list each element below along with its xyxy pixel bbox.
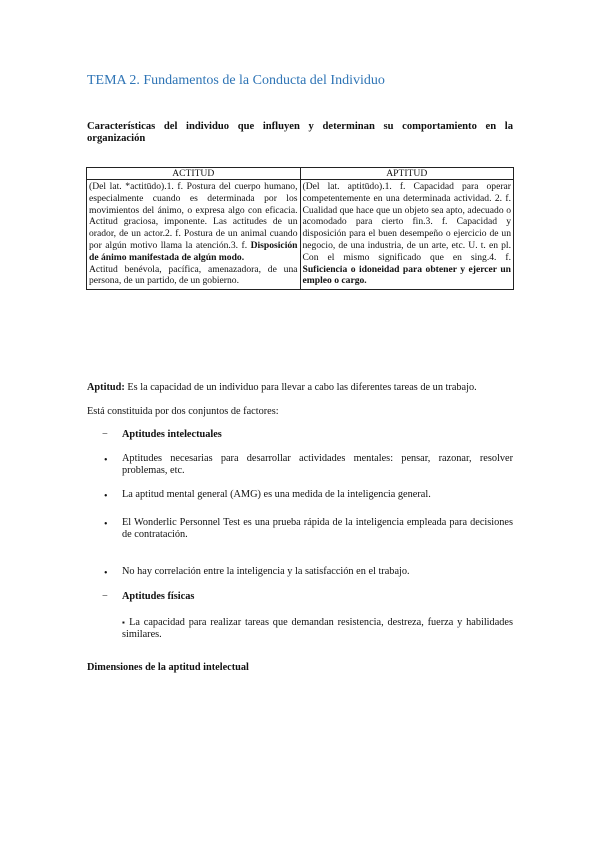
aptitudes-fisicas-text: La capacidad para realizar tareas que demandan resistencia, destreza, fuerza y habilidades similares. bbox=[122, 617, 513, 640]
constituida-paragraph: Está constituida por dos conjuntos de factores: bbox=[87, 406, 279, 417]
list-item: No hay correlación entre la inteligencia y la satisfacción en el trabajo. bbox=[122, 566, 410, 577]
list-item: El Wonderlic Personnel Test es una prueba rápida de la inteligencia empleada para decisiones de contratación. bbox=[122, 517, 513, 540]
bullet-icon: • bbox=[104, 519, 108, 530]
section-subtitle: Características del individuo que influyen y determinan su comportamiento en la organización bbox=[87, 121, 513, 144]
aptitud-bold-definition: Suficiencia o idoneidad para obtener y ejercer un empleo o cargo. bbox=[302, 263, 511, 287]
aptitud-label: Aptitud: bbox=[87, 382, 125, 393]
bullet-icon: • bbox=[104, 455, 108, 466]
dimensiones-heading: Dimensiones de la aptitud intelectual bbox=[87, 662, 249, 673]
page-title: TEMA 2. Fundamentos de la Conducta del Individuo bbox=[87, 73, 385, 88]
actitud-bold-definition: Disposición de ánimo manifestada de algún modo. bbox=[89, 239, 298, 263]
bullet-icon: • bbox=[104, 491, 108, 502]
header-aptitud: APTITUD bbox=[300, 168, 514, 180]
list-item: Aptitudes necesarias para desarrollar actividades mentales: pensar, razonar, resolver problemas, etc. bbox=[122, 453, 513, 476]
heading-aptitudes-fisicas: Aptitudes físicas bbox=[122, 591, 195, 602]
aptitudes-fisicas-item bbox=[122, 617, 513, 641]
actitud-example: Actitud benévola, pacífica, amenazadora, de una persona, de un partido, de un gobierno. bbox=[89, 263, 298, 287]
aptitud-text: Es la capacidad de un individuo para llevar a cabo las diferentes tareas de un trabajo. bbox=[124, 382, 477, 393]
actitud-definition: (Del lat. *actitūdo).1. f. Postura del cuerpo humano, especialmente cuando es determinada por los movimientos del ánimo, o expresa algo con eficacia. Actitud graciosa, imponente. Las actitudes de un orador, de un actor.2. f. Postura de un animal cuando por algún motivo llama la atención.3. f. bbox=[89, 181, 298, 251]
comparison-table bbox=[86, 167, 514, 290]
bullet-icon: • bbox=[104, 568, 108, 579]
dash-marker: − bbox=[102, 429, 108, 440]
heading-aptitudes-intelectuales: Aptitudes intelectuales bbox=[122, 429, 222, 440]
aptitud-definition: (Del lat. aptitūdo).1. f. Capacidad para operar competentemente en una determinada actividad. 2. f. Cualidad que hace que un objeto sea apto, adecuado o acomodado para cierto fin.3. f. Capacidad y disposición para el buen desempeño o ejercicio de un negocio, de una industria, de un arte, etc. U. t. en pl. Con el mismo significado que en sing.4. f. bbox=[302, 181, 511, 263]
cell-aptitud bbox=[300, 180, 514, 290]
aptitud-paragraph bbox=[87, 382, 513, 394]
square-bullet-icon: ▪ bbox=[122, 618, 127, 627]
dash-marker: − bbox=[102, 591, 108, 602]
list-item: La aptitud mental general (AMG) es una medida de la inteligencia general. bbox=[122, 489, 431, 500]
cell-actitud bbox=[87, 180, 301, 290]
header-actitud: ACTITUD bbox=[87, 168, 301, 180]
